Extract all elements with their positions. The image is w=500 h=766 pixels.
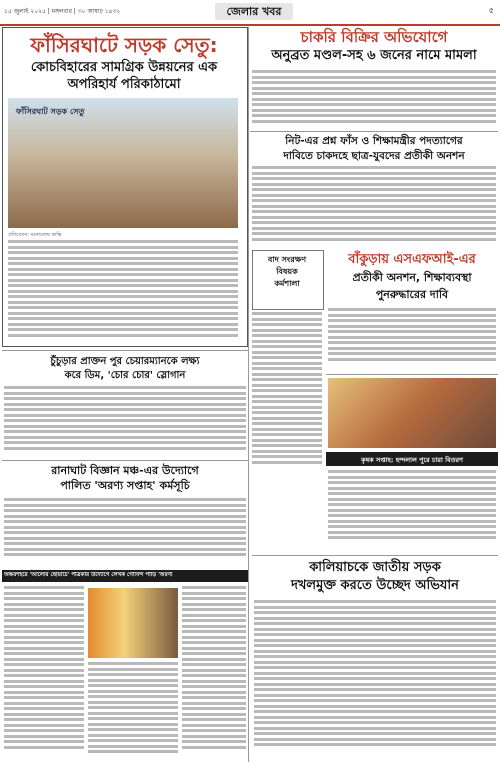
kalichak-body [254,600,496,760]
bridge-byline: প্রতিবেদন: মনোতোষ কান্তি [8,232,62,238]
chinsurah-body [4,386,246,456]
flood-body [252,312,322,472]
rice-photo [328,378,496,448]
column-divider [248,27,249,762]
divider [250,131,498,132]
neet-body [252,166,496,246]
bridge-book-cover-image [8,98,238,228]
kalichak-headline-1: কালিয়াচকে জাতীয় সড়ক [309,560,441,575]
bridge-headline-1: ফাঁসিরঘাটে সড়ক সেতু: [30,33,218,57]
jobs-body [252,70,496,128]
strip-body-left [4,586,84,761]
bankura-headline-2: প্রতীকী অনশন, শিক্ষাব্যবস্থা [352,271,472,284]
ranaghat-body [4,498,246,566]
book-title: ফাঁসিরঘাট সড়ক সেতু [16,107,85,116]
neet-headline-1: নিট-এর প্রশ্ন ফাঁস ও শিক্ষামন্ত্রীর পদত্যাগের [285,135,463,147]
rice-headline: কৃষক সপ্তাহ: হল্দলাল পুরে চারা বিতরণ [361,456,463,464]
ranaghat-headline-1: রানাঘাট বিজ্ঞান মঞ্চ-এর উদ্যোগে [51,464,199,477]
flood-headline-1: বাদ সংরক্ষণ [267,255,307,264]
chinsurah-headline-2: করে ডিম, 'চোর চোর' স্লোগান [64,370,186,381]
divider [2,350,248,351]
flood-headline-3: কর্মশালা [274,279,300,288]
bankura-headline-1: বাঁকুড়ায় এসএফআই-এর [348,252,476,267]
strip-body-under-photo [88,662,178,760]
strip-body-right [182,586,246,761]
jobs-kicker: চাকরি বিক্রির অভিযোগে [300,28,448,46]
section-title: জেলার খবর [215,3,293,20]
chinsurah-headline-1: চুঁচুড়ার প্রাক্তন পুর চেয়ারম্যানকে লক্ষ্য [50,356,200,367]
bridge-body [8,240,238,340]
dateline: ১৫ জুলাই ২০২৫ | মঙ্গলবার | ৩০ আষাঢ় ১৪৩২ [4,8,121,15]
bankura-headline-3: পুনরুদ্ধারের দাবি [375,288,449,301]
divider [326,374,498,375]
jobs-headline: অনুব্রত মণ্ডল-সহ ৬ জনের নামে মামলা [271,48,477,63]
bridge-headline-2: কোচবিহারের সামগ্রিক উন্নয়নের এক [30,60,218,75]
neet-headline-2: দাবিতে চাকদহে ছাত্র-যুবদের প্রতীকী অনশন [283,150,465,162]
page-number: ৫ [488,6,494,15]
rice-body [328,470,496,550]
divider [2,460,248,461]
ranaghat-headline-2: পালিত 'অরণ্য সপ্তাহ' কর্মসূচি [60,479,190,492]
bridge-headline-3: অপরিহার্য পরিকাঠামো [67,77,181,92]
bankura-body [328,308,496,370]
flood-headline-2: বিষয়ক [276,267,298,276]
strip-headline: অক্ষরশহরে 'আলোর ছোঁয়াচে' পত্রিকার উদ্যোগে লেখক গোবিন্দ পাড়ি 'অরণ্য [4,572,173,578]
strip-photo [88,588,178,658]
divider [252,555,498,556]
kalichak-headline-2: দখলমুক্ত করতে উচ্ছেদ অভিযান [291,578,459,593]
